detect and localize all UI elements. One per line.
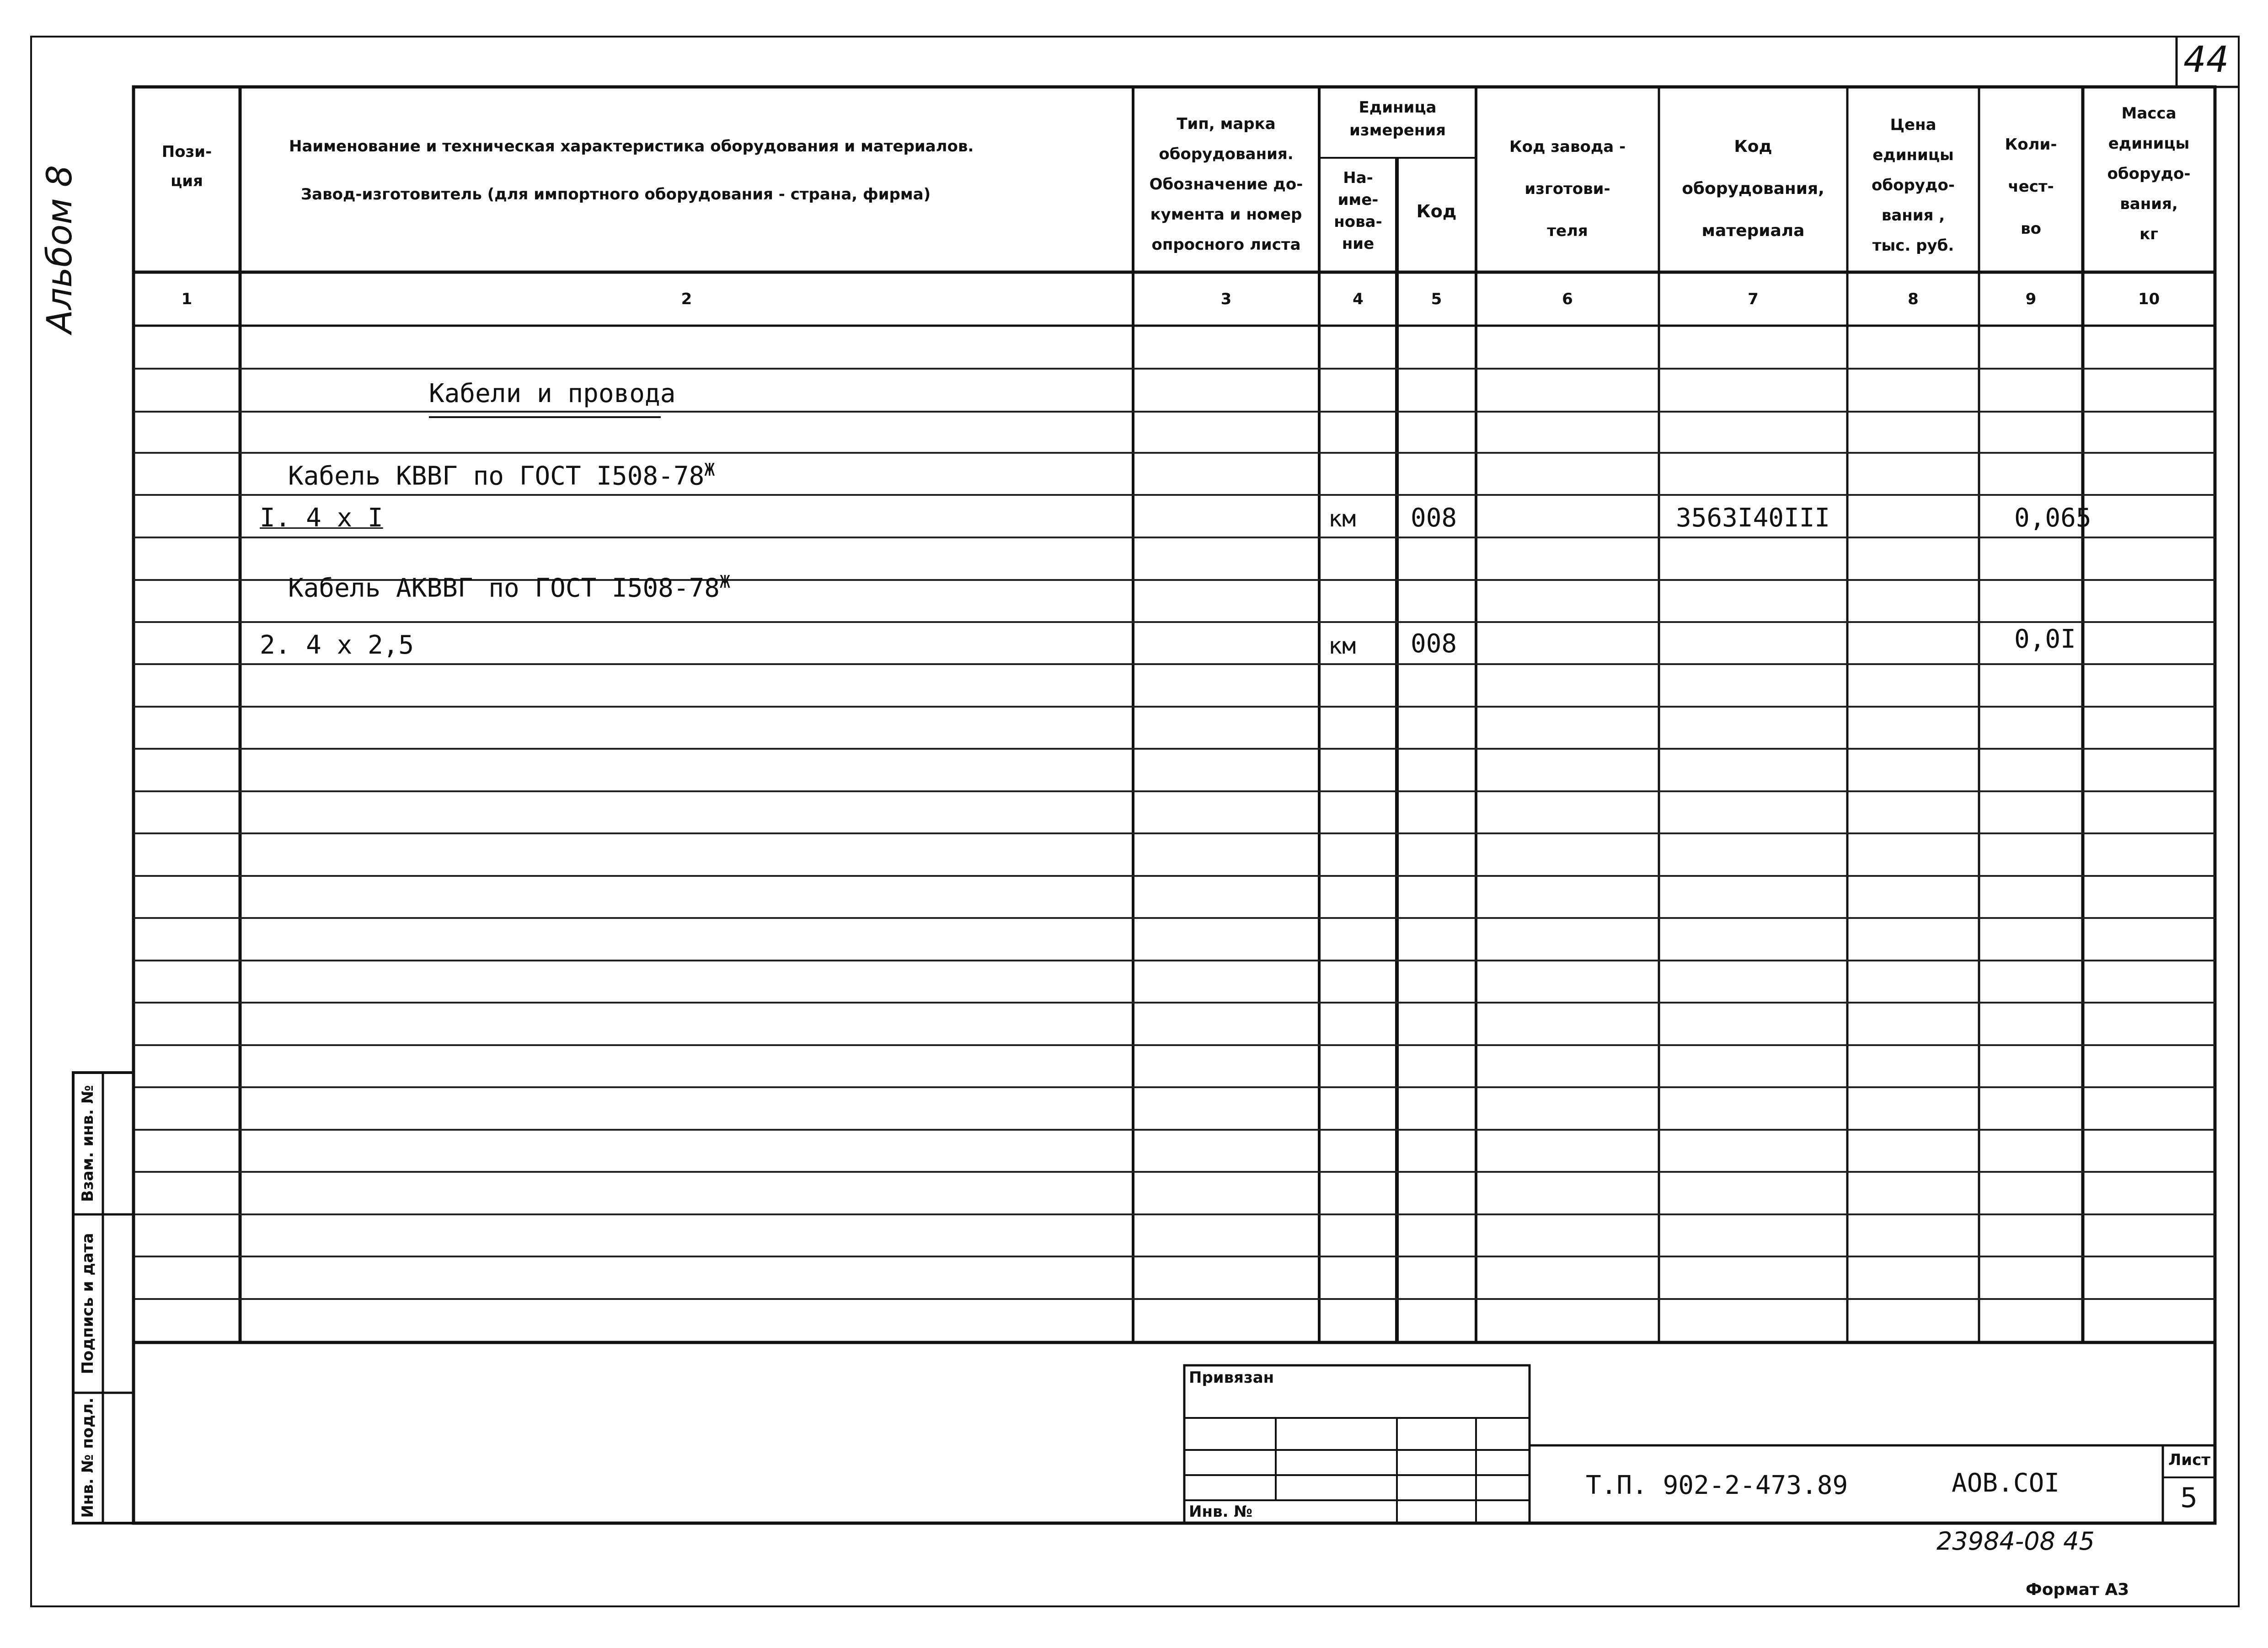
document-mark: АОВ.СОI <box>1952 1468 2060 1498</box>
colnum-6: 6 <box>1562 290 1573 308</box>
item1-equipment-code: 3563I40III <box>1676 503 1830 533</box>
section-title: Кабели и провода <box>429 379 676 408</box>
stamp-vzam-label: Взам. инв. № <box>79 1085 97 1202</box>
document-code: Т.П. 902-2-473.89 <box>1586 1471 1848 1500</box>
colnum-2: 2 <box>681 290 692 308</box>
item1-code: 008 <box>1411 503 1457 533</box>
colnum-3: 3 <box>1220 290 1232 308</box>
header-col10: Масса единицы оборудо- вания, кг <box>2107 104 2191 243</box>
colnum-10: 10 <box>2138 290 2160 308</box>
colnum-4: 4 <box>1353 290 1364 308</box>
header-col7: Код оборудования, материала <box>1682 137 1824 240</box>
header-col4: На- име- нова- ние <box>1334 169 1382 253</box>
album-label: Альбом 8 <box>39 165 80 334</box>
header-col2-line2: Завод-изготовитель (для импортного оборудования - страна, фирма) <box>301 185 931 204</box>
sheet-label: Лист <box>2168 1451 2210 1469</box>
corner-sheet-number: 44 <box>2183 39 2229 81</box>
colnum-8: 8 <box>1908 290 1919 308</box>
header-unit-group: Единица измерения <box>1349 98 1446 140</box>
row-lines <box>134 369 2215 1299</box>
colnum-9: 9 <box>2025 290 2037 308</box>
privyazan-label: Привязан <box>1189 1369 1274 1387</box>
item2-code: 008 <box>1411 629 1457 659</box>
header-col2-line1: Наименование и техническая характеристика оборудования и материалов. <box>289 137 974 156</box>
colnum-1: 1 <box>181 290 193 308</box>
item2-quantity: 0,0I <box>2014 624 2076 654</box>
header-col1: Пози- ция <box>161 143 212 190</box>
item2-spec: 2. 4 x 2,5 <box>260 630 414 660</box>
colnum-5: 5 <box>1431 290 1442 308</box>
header-col8: Цена единицы оборудо- вания , тыс. руб. <box>1872 116 1955 255</box>
stamp-podpis-label: Подпись и дата <box>79 1233 97 1374</box>
colnum-7: 7 <box>1748 290 1759 308</box>
header-col6: Код завода - изготови- теля <box>1509 138 1626 240</box>
item1-title: Кабель КВВГ по ГОСТ $I508-78^Ж$ <box>288 460 715 491</box>
format-label: Формат А3 <box>2026 1580 2129 1599</box>
handwritten-number: 23984-08 45 <box>1936 1527 2095 1556</box>
stamp-inv-podl-label: Инв. № подл. <box>79 1397 97 1518</box>
header-col9: Коли- чест- во <box>2005 135 2057 238</box>
header-col3: Тип, марка оборудования. Обозначение до- кумента и номер опросного листа <box>1149 115 1303 254</box>
item1-spec: I. 4 x I <box>260 503 383 533</box>
item2-title: Кабель АКВВГ по ГОСТ $I508-78^Ж$ <box>288 572 730 603</box>
item1-unit: км <box>1328 505 1356 532</box>
header-col5: Код <box>1416 201 1457 221</box>
inv-no-label: Инв. № <box>1189 1503 1253 1521</box>
item1-quantity: 0,065 <box>2014 503 2091 533</box>
sheet-value: 5 <box>2180 1482 2198 1514</box>
item2-unit: км <box>1328 633 1356 659</box>
